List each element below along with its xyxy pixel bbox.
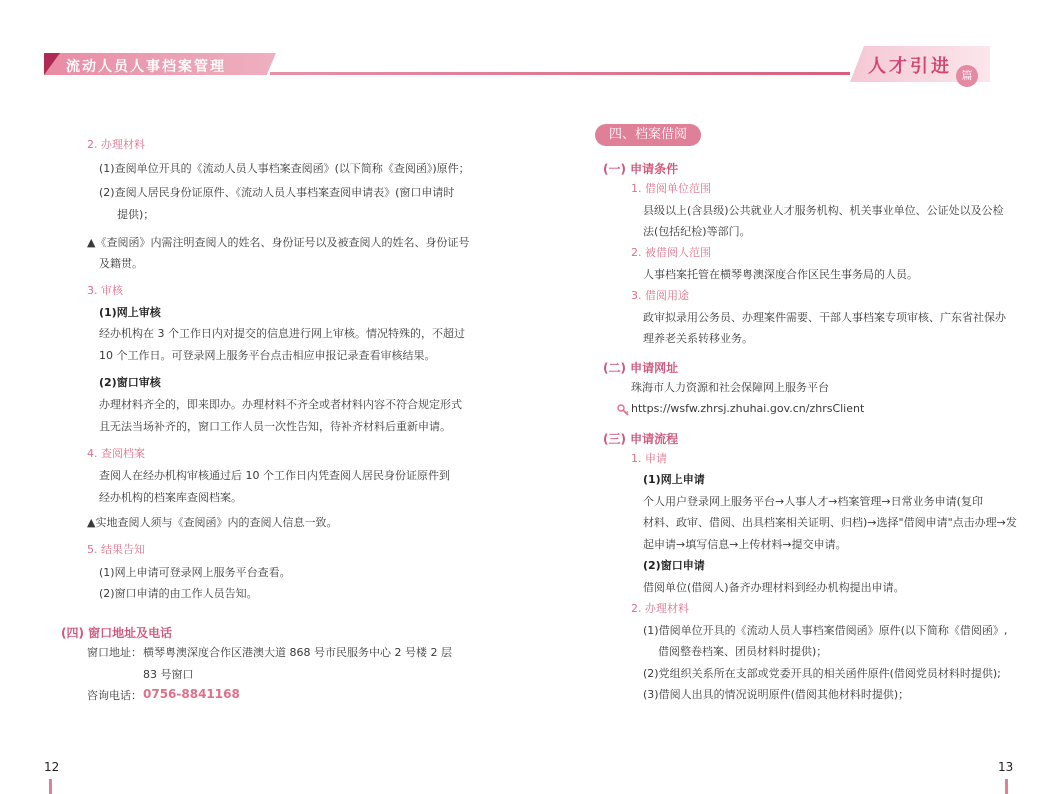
right-page-number: 13 — [998, 760, 1014, 774]
left-s4-b: 经办机构的档案库查阅档案。 — [99, 491, 242, 504]
right-c1-1b: 法(包括纪检)等部门。 — [643, 225, 751, 238]
right-c1-1a: 县级以上(含县级)公共就业人才服务机构、机关事业单位、公证处以及公检 — [643, 204, 1004, 217]
right-c3-sub1-b: 材料、政审、借阅、出具档案相关证明、归档)→选择"借阅申请"点击办理→发 — [643, 516, 1017, 529]
left-s5-item1: (1)网上申请可登录网上服务平台查看。 — [99, 566, 291, 579]
right-c3-title: (三) 申请流程 — [603, 432, 679, 446]
addr-line-a: 横琴粤澳深度合作区港澳大道 868 号市民服务中心 2 号楼 2 层 — [143, 646, 452, 659]
left-s3-sub2: (2)窗口审核 — [99, 376, 161, 389]
left-s3-sub2-b: 且无法当场补齐的，窗口工作人员一次性告知，待补齐材料后重新申请。 — [99, 420, 451, 433]
tel-label: 咨询电话： — [87, 689, 142, 702]
left-s4-a: 查阅人在经办机构审核通过后 10 个工作日内凭查阅人居民身份证原件到 — [99, 469, 450, 482]
right-c1-3b: 理养老关系转移业务。 — [643, 332, 753, 345]
left-s3-sub1-b: 10 个工作日。可登录网上服务平台点击相应申报记录查看审核结果。 — [99, 349, 436, 362]
left-header-corner — [44, 53, 60, 75]
right-c3-2-1b: 借阅整卷档案、团员材料时提供)； — [658, 645, 828, 658]
right-c3-sub1: (1)网上申请 — [643, 473, 705, 486]
right-c3-1: 1. 申请 — [631, 452, 667, 465]
right-c3-sub2-a: 借阅单位(借阅人)备齐办理材料到经办机构提出申请。 — [643, 581, 905, 594]
left-sec4-title: (四) 窗口地址及电话 — [61, 626, 173, 640]
right-c3-2-3: (3)借阅人出具的情况说明原件(借阅其他材料时提供)； — [643, 688, 910, 701]
right-c1-1: 1. 借阅单位范围 — [631, 182, 711, 195]
tel-value: 0756-8841168 — [143, 687, 240, 701]
right-c1-title: (一) 申请条件 — [603, 162, 679, 176]
left-s2-note-a: ▲《查阅函》内需注明查阅人的姓名、身份证号以及被查阅人的姓名、身份证号 — [87, 236, 470, 249]
left-s5-item2: (2)窗口申请的由工作人员告知。 — [99, 587, 258, 600]
left-s2-item1: (1)查阅单位开具的《流动人员人事档案查阅函》(以下简称《查阅函》)原件； — [99, 162, 470, 175]
left-s5-title: 5. 结果告知 — [87, 543, 145, 556]
header-rule — [270, 72, 850, 75]
section-title-pill: 四、档案借阅 — [595, 124, 701, 146]
left-page-number: 12 — [44, 760, 60, 774]
left-s2-item2b: 提供)； — [117, 208, 155, 221]
addr-label: 窗口地址： — [87, 646, 142, 659]
right-c3-sub1-c: 起申请→填写信息→上传材料→提交申请。 — [643, 538, 847, 551]
right-c3-2: 2. 办理材料 — [631, 602, 689, 615]
left-s2-note-b: 及籍贯。 — [99, 257, 143, 270]
right-header-title: 人才引进 — [868, 56, 952, 77]
right-c2-title: (二) 申请网址 — [603, 361, 679, 375]
left-s3-sub1-a: 经办机构在 3 个工作日内对提交的信息进行网上审核。情况特殊的，不超过 — [99, 327, 465, 340]
left-s3-sub1: (1)网上审核 — [99, 306, 161, 319]
left-s3-sub2-a: 办理材料齐全的，即来即办。办理材料不齐全或者材料内容不符合规定形式 — [99, 398, 462, 411]
left-s4-note: ▲实地查阅人须与《查阅函》内的查阅人信息一致。 — [87, 516, 338, 529]
right-c1-3a: 政审拟录用公务员、办理案件需要、干部人事档案专项审核、广东省社保办 — [643, 311, 1006, 324]
right-c2-url[interactable]: https://wsfw.zhrsj.zhuhai.gov.cn/zhrsClient — [631, 402, 865, 415]
left-header-title: 流动人员人事档案管理 — [66, 59, 226, 75]
link-icon — [617, 402, 630, 421]
chapter-badge: 篇 — [956, 65, 978, 87]
addr-line-b: 83 号窗口 — [143, 668, 194, 681]
left-s2-item2a: (2)查阅人居民身份证原件、《流动人员人事档案查阅申请表》(窗口申请时 — [99, 186, 455, 199]
left-s2-title: 2. 办理材料 — [87, 138, 145, 151]
left-page-marker — [49, 779, 52, 794]
right-c3-sub2: (2)窗口申请 — [643, 559, 705, 572]
right-c2-platform: 珠海市人力资源和社会保障网上服务平台 — [631, 381, 829, 394]
right-page-marker — [1005, 779, 1008, 794]
right-c1-3: 3. 借阅用途 — [631, 289, 689, 302]
right-c3-sub1-a: 个人用户登录网上服务平台→人事人才→档案管理→日常业务申请(复印 — [643, 495, 983, 508]
right-c1-2: 2. 被借阅人范围 — [631, 246, 711, 259]
right-c3-2-2: (2)党组织关系所在支部或党委开具的相关函件原件(借阅党员材料时提供); — [643, 667, 1001, 680]
right-c3-2-1a: (1)借阅单位开具的《流动人员人事档案借阅函》原件(以下简称《借阅函》, — [643, 624, 1008, 637]
left-s4-title: 4. 查阅档案 — [87, 447, 145, 460]
left-s3-title: 3. 审核 — [87, 284, 123, 297]
right-c1-2a: 人事档案托管在横琴粤澳深度合作区民生事务局的人员。 — [643, 268, 918, 281]
